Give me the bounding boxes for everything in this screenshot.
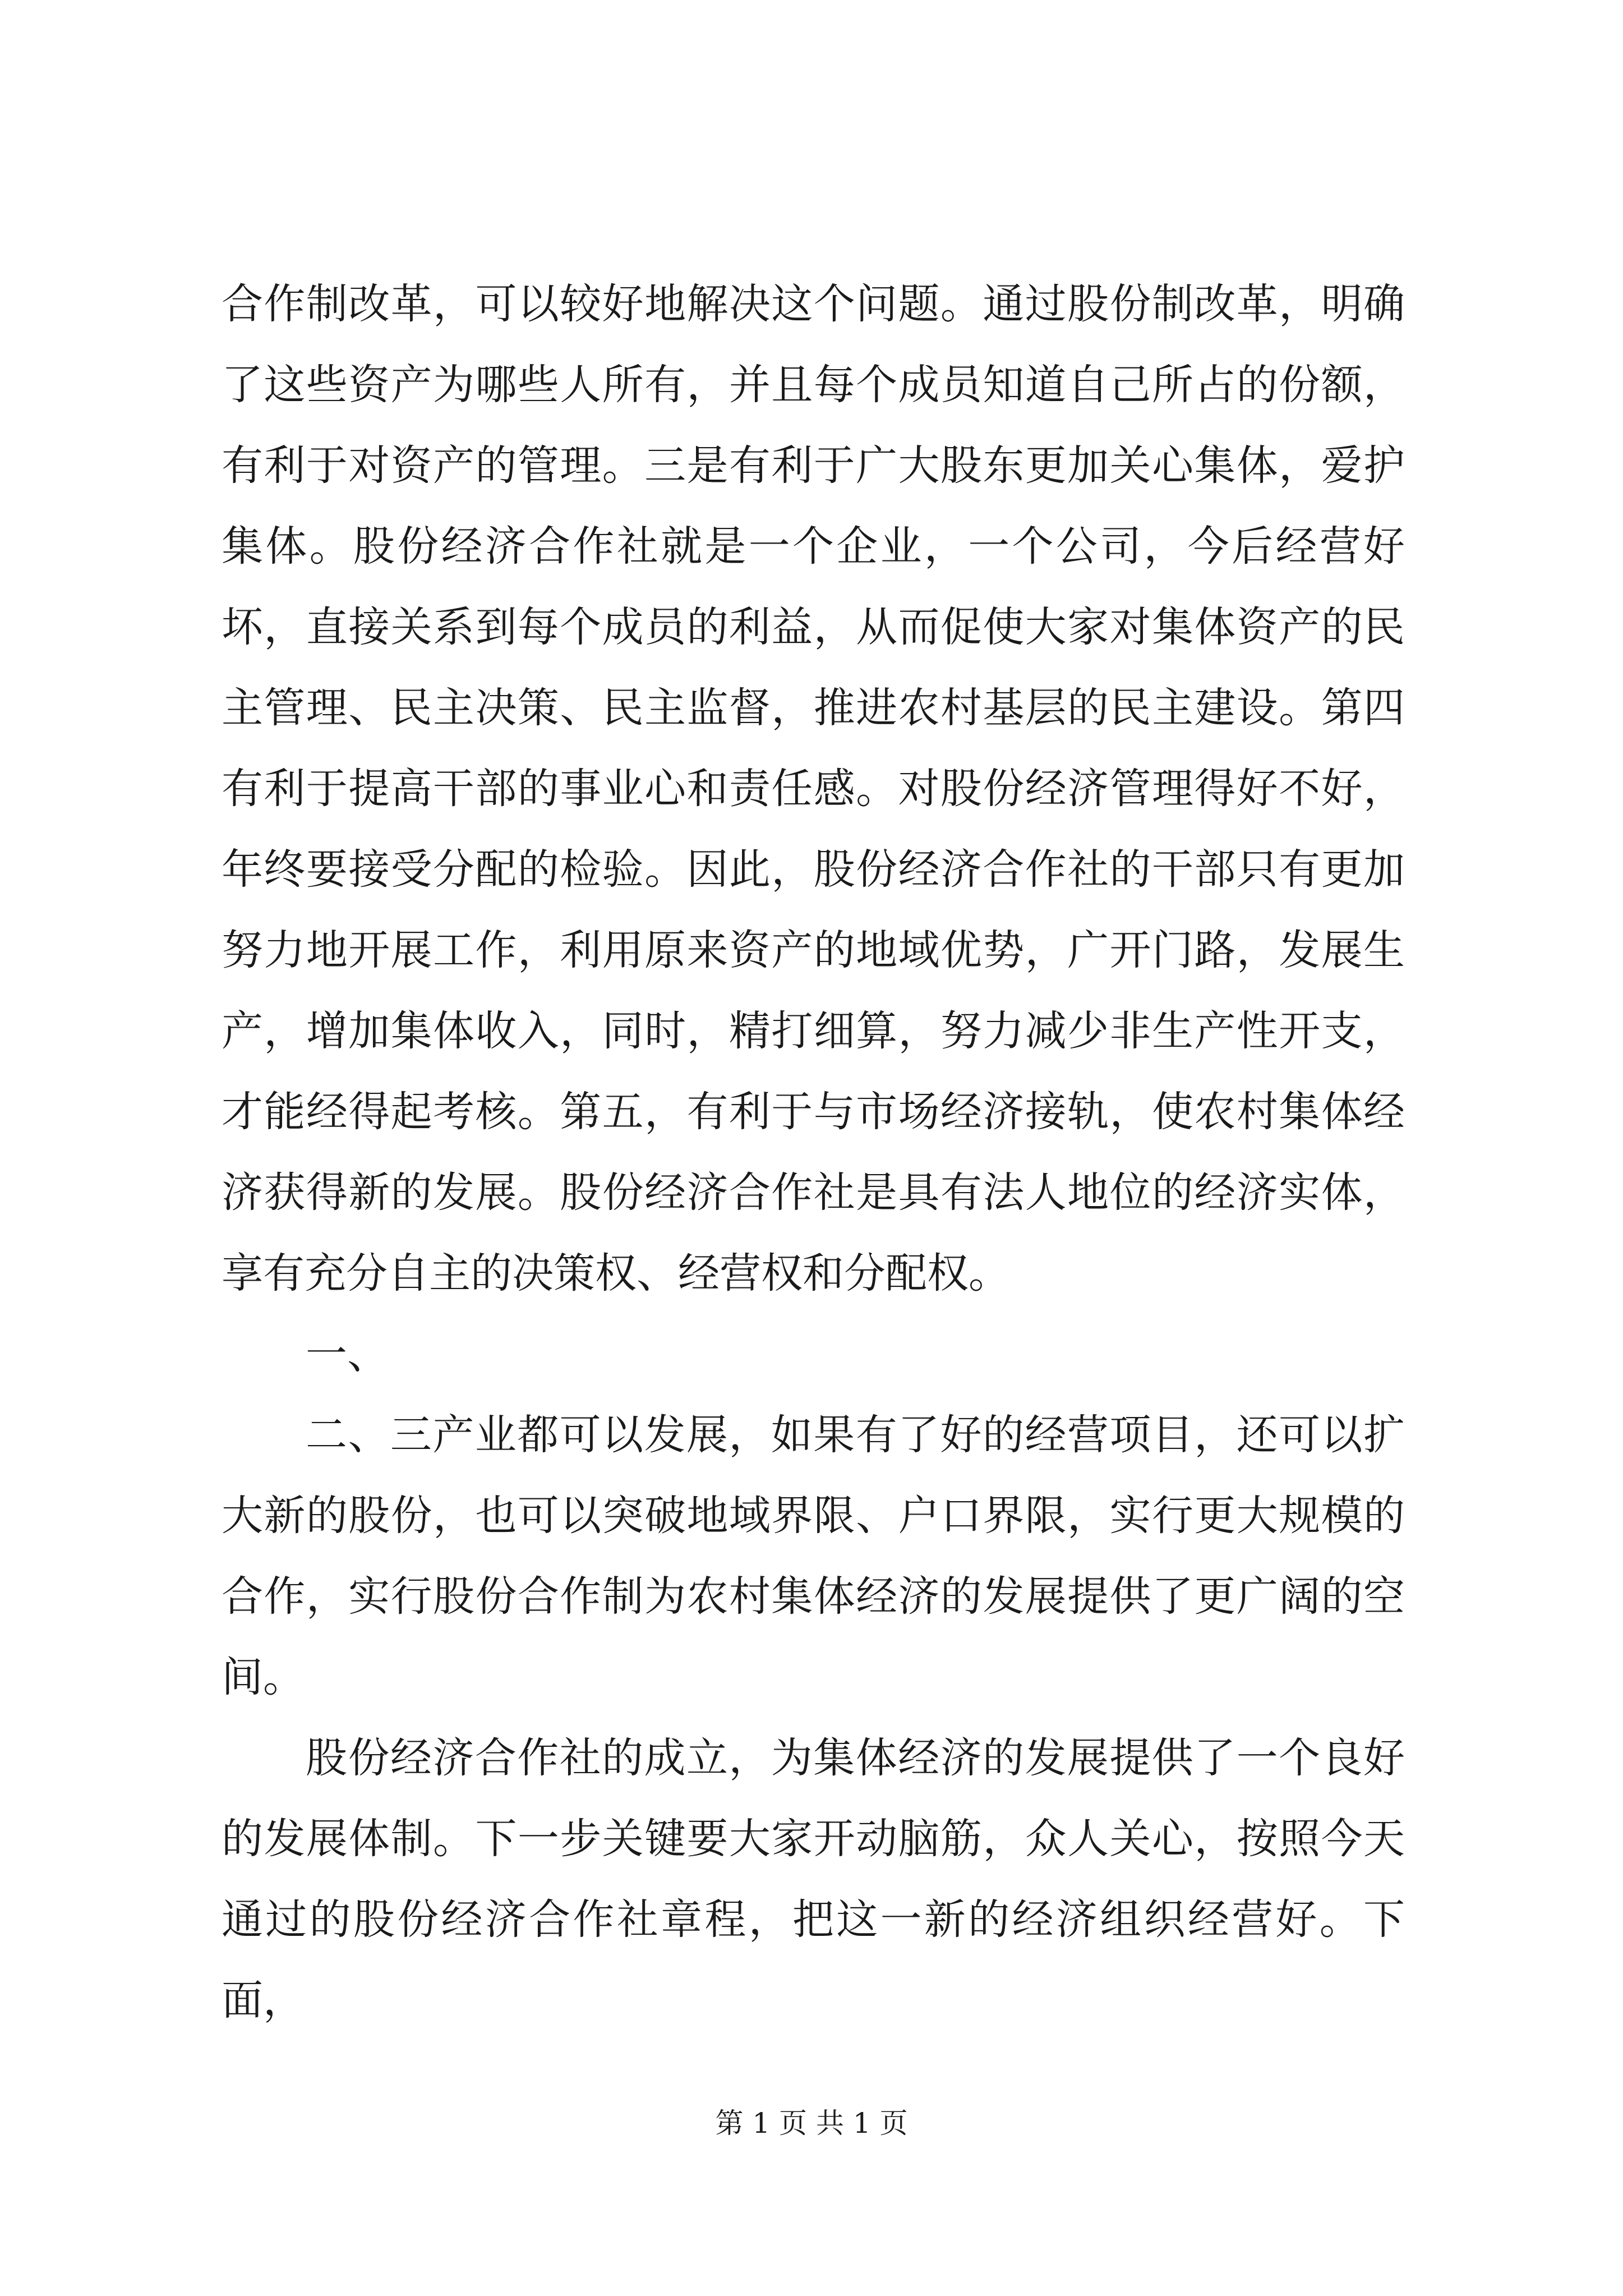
- paragraph-2: 一、: [306, 1330, 389, 1378]
- page-footer: 第 1 页 共 1 页: [715, 2107, 908, 2139]
- document-body: [222, 264, 1405, 2041]
- paragraph-3: 二、三产业都可以发展，如果有了好的经营项目，还可以扩大新的股份，也可以突破地域界限、户口界限，实行更大规模的合作，实行股份合作制为农村集体经济的发展提供了更广阔的空间。: [222, 1411, 1405, 1701]
- paragraph-4: 股份经济合作社的成立，为集体经济的发展提供了一个良好的发展体制。下一步关键要大家开动脑筋，众人关心，按照今天通过的股份经济合作社章程，把这一新的经济组织经营好。下面，: [222, 1734, 1405, 2024]
- paragraph-1: 合作制改革，可以较好地解决这个问题。通过股份制改革，明确了这些资产为哪些人所有，并且每个成员知道自己所占的份额，有利于对资产的管理。三是有利于广大股东更加关心集体，爱护集体。股份经济合作社就是一个企业，一个公司，今后经营好坏，直接关系到每个成员的利益，从而促使大家对集体资产的民主管理、民主决策、民主监督，推进农村基层的民主建设。第四有利于提高干部的事业心和责任感。对股份经济管理得好不好，年终要接受分配的检验。因此，股份经济合作社的干部只有更加努力地开展工作，利用原来资产的地域优势，广开门路，发展生产，增加集体收入，同时，精打细算，努力减少非生产性开支，才能经得起考核。第五，有利于与市场经济接轨，使农村集体经济获得新的发展。股份经济合作社是具有法人地位的经济实体，享有充分自主的决策权、经营权和分配权。: [222, 280, 1405, 1297]
